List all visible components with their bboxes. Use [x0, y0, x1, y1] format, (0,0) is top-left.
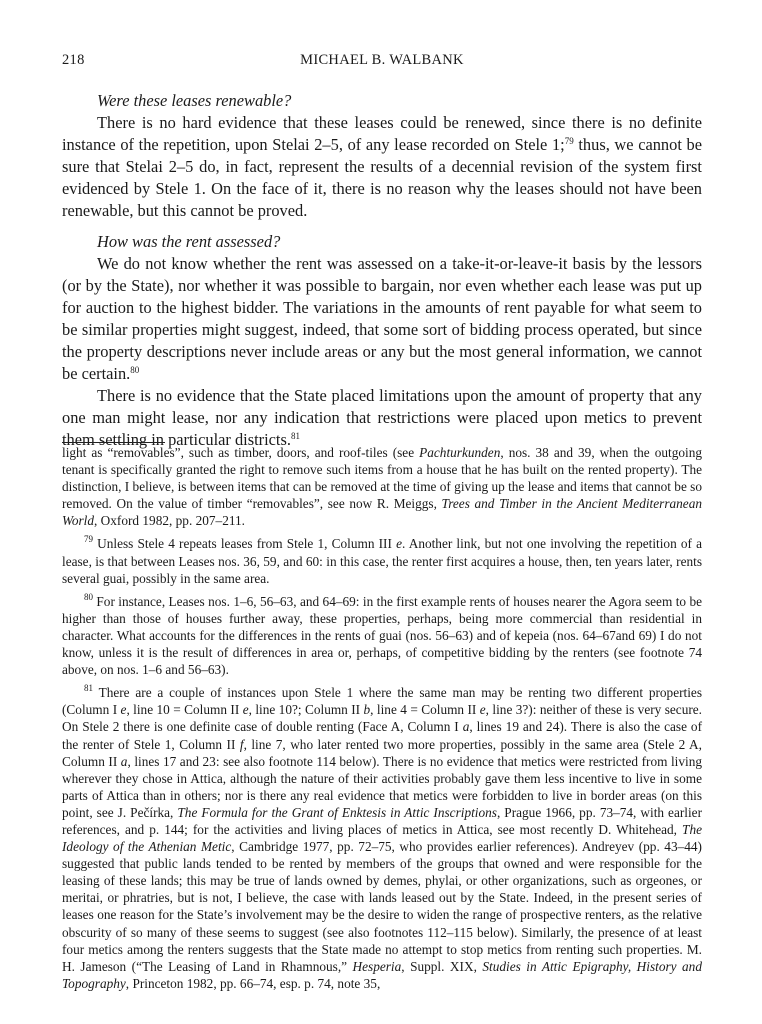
italic-title: Trees and Timber in the Ancient Mediterranean World [62, 496, 702, 529]
footnote-ref-80[interactable]: 80 [130, 364, 140, 375]
footnote-number: 80 [84, 591, 93, 602]
footnote-ref-79[interactable]: 79 [564, 135, 574, 146]
footnote-81 [62, 684, 702, 992]
italic-letter: a [462, 719, 470, 735]
text-run: , line 7, who later rented two more properties, possibly in the same area (Stele 2 A, Column II [62, 736, 702, 769]
paragraph-rent [62, 253, 702, 384]
text-run: Unless Stele 4 repeats leases from Stele 1, Column III [93, 536, 397, 552]
paragraph-renewable [62, 112, 702, 222]
text-run: There is no hard evidence that these leases could be renewed, since there is no definite instance of the repetition, upon Stelai 2–5, of any lease recorded on Stele 1; [62, 112, 702, 154]
footnote-continuation [62, 444, 702, 529]
italic-letter: e [242, 702, 249, 718]
text-run: For instance, Leases nos. 1–6, 56–63, and 64–69: in the first example rents of houses nearer the Agora seem to be higher than those of houses further away, these properties, perhaps, being more commercial than residential in character. What accounts for the differences in the rents of guai (nos. 56–63) and of kepeia (nos. 64–67and 69) I do not know, unless it is the result of differences in area or, perhaps, of competitive bidding by the renters (see footnote 74 above, on nos. 1–6 and 56–63). [62, 593, 702, 678]
section-question-renewable: Were these leases renewable? [97, 91, 292, 110]
text-run: thus, we cannot be sure that Stelai 2–5 do, in fact, represent the results of a decennial revision of the system first evidenced by Stele 1. On the face of it, there is no reason why the leases should not have been renewable, but this cannot be proved. [62, 134, 702, 220]
text-run: light as “removables”, such as timber, doors, and roof-tiles (see [62, 445, 420, 460]
running-head: MICHAEL B. WALBANK [300, 52, 464, 68]
italic-letter: f [239, 736, 244, 752]
main-text [62, 90, 702, 451]
text-run: , Oxford 1982, pp. 207–211. [94, 513, 245, 529]
text-run: , lines 19 and 24). There is also the case of the renter of Stele 1, Column II [62, 719, 702, 752]
footnote-number: 81 [84, 683, 93, 694]
italic-letter: a [120, 753, 128, 769]
footnotes [62, 444, 702, 992]
text-run: , lines 17 and 23: see also footnote 114 below). There is no evidence that metics were restricted from living wherever they chose in Attica, although the nature of their activities probably gave them less incentive to live in some parts of Attica than in others; nor is there any real evidence that metics were forbidden to live in border areas (on this point, see J. Pečírka, [62, 753, 703, 820]
footnote-number: 79 [84, 534, 93, 545]
text-run: , Cambridge 1977, pp. 72–75, who provides earlier references). Andreyev (pp. 43–44) suggested that public lands tended to be rented by members of the groups that owned and were responsible for the leasing of these lands; this may be true of lands owned by demes, phylai, or other organizations, such as orgeones, or meritai, or phratries, but is not, I believe, the case with lands leased out by the State. Indeed, in the present series of leases one reason for the State’s involvement may be the desire to widen the range of prospective renters, as the relative obscurity of so many of these seems to suggest (see also footnotes 112–115 below). Similarly, the presence of at least four metics among the renters suggests that the State made no attempt to stop metics from renting such properties. M. H. Jameson (“The Leasing of Land in Rhamnous,” [62, 839, 702, 974]
paragraph-limitations [62, 385, 702, 451]
italic-letter: b [363, 702, 371, 718]
text-run: , line 10 = Column II [126, 702, 243, 718]
text-run: , Suppl. XIX, [401, 958, 483, 974]
italic-title: Pachturkunden [419, 445, 501, 460]
italic-title: Hesperia [352, 958, 402, 974]
italic-letter: e [396, 536, 402, 552]
text-run: , line 4 = Column II [370, 702, 480, 718]
footnote-79 [62, 535, 702, 586]
page-number: 218 [62, 52, 85, 68]
text-run: , nos. 38 and 39, when the outgoing tenant is specifically granted the right to remove such items from a house that he has built on the rented property). The distinction, I believe, is between items that can be removed at the time of giving up the lease and items that cannot be so removed. On the value of timber “removables”, see now R. Meiggs, [62, 445, 702, 512]
page-header [62, 52, 702, 72]
text-run: , Princeton 1982, pp. 66–74, esp. p. 74, note 35, [125, 975, 381, 991]
footnote-divider [62, 442, 165, 443]
footnote-80 [62, 593, 702, 678]
text-run: . Another link, but not one involving the repetition of a lease, is that between Leases nos. 36, 59, and 60: in this case, the renter first acquires a house, then, ten years later, rents several guai, possibly in the same area. [62, 536, 702, 586]
text-run: There are a couple of instances upon Stele 1 where the same man may be renting two different properties (Column I [62, 685, 702, 718]
italic-title: The Ideology of the Athenian Metic [62, 821, 702, 855]
italic-title: Studies in Attic Epigraphy, History and Topography [62, 958, 702, 991]
italic-letter: e [120, 702, 127, 718]
footnote-ref-81[interactable]: 81 [290, 430, 300, 441]
section-question-rent: How was the rent assessed? [97, 232, 281, 252]
italic-letter: e [479, 702, 486, 718]
italic-title: The Formula for the Grant of Enktesis in Attic Inscriptions [177, 804, 497, 820]
text-run: , line 10?; Column II [248, 702, 364, 718]
text-run: , Prague 1966, pp. 73–74, with earlier references, and p. 144; for the activities and living places of metics in Attica, see most recently D. Whitehead, [62, 804, 703, 837]
text-run: There is no evidence that the State placed limitations upon the amount of property that any one man might lease, nor any indication that restrictions were placed upon metics to prevent them settling in particular districts. [62, 385, 702, 449]
text-run: , line 3?): neither of these is very secure. On Stele 2 there is one definite case of double renting (Face A, Column I [62, 702, 702, 735]
text-run: We do not know whether the rent was assessed on a take-it-or-leave-it basis by the lessors (or by the State), nor whether it was possible to bargain, nor even whether each lease was put up for auction to the highest bidder. The variations in the amounts of rent payable for what seem to be similar properties might suggest, indeed, that some sort of bidding process operated, but since the property descriptions never include areas or any but the most general information, we cannot be certain. [62, 254, 702, 383]
